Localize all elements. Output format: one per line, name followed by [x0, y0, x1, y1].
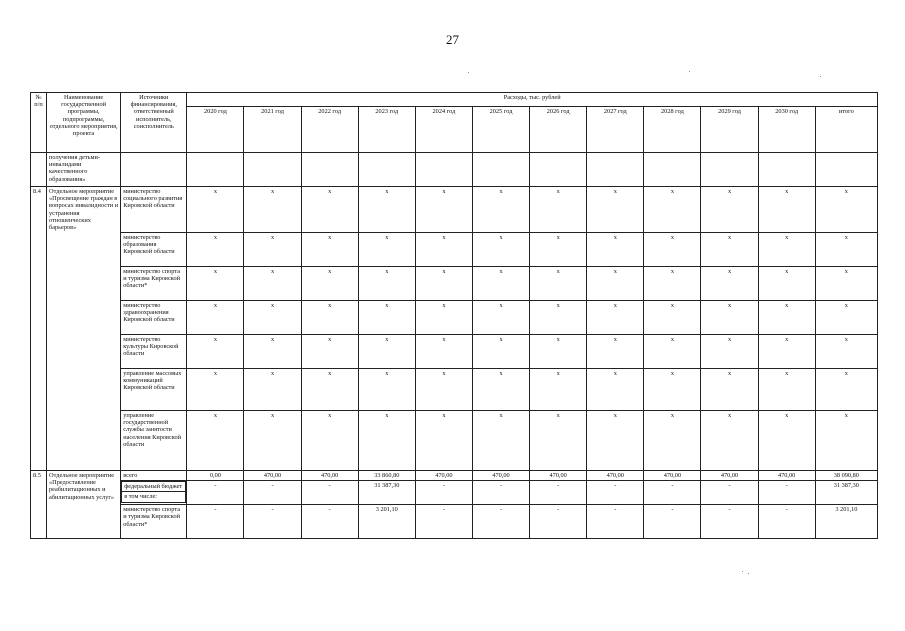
value-cell: -: [244, 505, 301, 539]
value-cell: -: [701, 505, 758, 539]
year-header: 2030 год: [758, 107, 815, 153]
value-cell: x: [358, 411, 415, 471]
value-cell: -: [587, 481, 644, 505]
value-cell: x: [701, 335, 758, 369]
value-cell: 470,00: [530, 471, 587, 481]
value-cell: -: [644, 505, 701, 539]
value-cell: x: [587, 369, 644, 411]
source-cell: министерство образования Кировской области: [121, 233, 187, 267]
value-cell: x: [587, 335, 644, 369]
table-row: [31, 153, 878, 187]
value-cell: x: [530, 335, 587, 369]
value-cell: x: [301, 187, 358, 233]
budget-table: [30, 92, 878, 539]
value-cell: x: [301, 267, 358, 301]
year-header: 2026 год: [530, 107, 587, 153]
value-cell: x: [187, 369, 244, 411]
source-split: [121, 481, 186, 502]
source-cell: управление государственной службы занятости населения Кировской области: [121, 411, 187, 471]
value-cell: x: [187, 267, 244, 301]
number-cell: [31, 153, 47, 187]
value-cell: x: [815, 335, 877, 369]
value-cell: x: [472, 335, 529, 369]
value-cell: [415, 153, 472, 187]
value-cell: [530, 153, 587, 187]
value-cell: x: [530, 301, 587, 335]
value-cell: x: [301, 301, 358, 335]
source-label: федеральный бюджет: [122, 482, 186, 492]
value-cell: x: [530, 369, 587, 411]
value-cell: [701, 153, 758, 187]
value-cell: [644, 153, 701, 187]
value-cell: x: [758, 411, 815, 471]
scan-speck: [742, 571, 743, 572]
table-row: [31, 335, 878, 369]
value-cell: 3 201,10: [815, 505, 877, 539]
value-cell: 31 387,30: [815, 481, 877, 505]
year-header: 2027 год: [587, 107, 644, 153]
value-cell: x: [244, 369, 301, 411]
value-cell: x: [587, 233, 644, 267]
value-cell: [758, 153, 815, 187]
value-cell: x: [187, 187, 244, 233]
value-cell: x: [644, 411, 701, 471]
value-cell: [472, 153, 529, 187]
value-cell: 31 387,30: [358, 481, 415, 505]
scan-speck: [748, 573, 749, 574]
number-cell: 8.5: [31, 471, 47, 539]
program-name-cell: получения детьми-инвалидами качественного образования»: [47, 153, 121, 187]
year-header: 2023 год: [358, 107, 415, 153]
header-name: Наименование государственной программы, подпрограммы, отдельного мероприятия, проекта: [47, 93, 121, 153]
value-cell: -: [587, 505, 644, 539]
value-cell: x: [472, 301, 529, 335]
value-cell: 0,00: [187, 471, 244, 481]
value-cell: x: [587, 187, 644, 233]
value-cell: x: [415, 301, 472, 335]
program-name-cell: Отдельное мероприятие «Предоставление реабилитационных и абилитационных услуг»: [47, 471, 121, 539]
value-cell: 38 090,80: [815, 471, 877, 481]
value-cell: 470,00: [701, 471, 758, 481]
header-number: № п/п: [31, 93, 47, 153]
value-cell: x: [301, 335, 358, 369]
value-cell: x: [815, 267, 877, 301]
year-header: 2020 год: [187, 107, 244, 153]
value-cell: x: [187, 411, 244, 471]
value-cell: [587, 153, 644, 187]
value-cell: [187, 153, 244, 187]
value-cell: x: [358, 267, 415, 301]
value-cell: x: [244, 233, 301, 267]
value-cell: 470,00: [301, 471, 358, 481]
number-cell: 8.4: [31, 187, 47, 471]
value-cell: x: [587, 411, 644, 471]
year-header: 2025 год: [472, 107, 529, 153]
value-cell: x: [701, 187, 758, 233]
value-cell: x: [415, 335, 472, 369]
table-row: [31, 411, 878, 471]
value-cell: 470,00: [415, 471, 472, 481]
value-cell: -: [758, 481, 815, 505]
value-cell: x: [472, 187, 529, 233]
value-cell: 470,00: [244, 471, 301, 481]
value-cell: x: [530, 187, 587, 233]
value-cell: x: [758, 301, 815, 335]
source-cell: министерство спорта и туризма Кировской области*: [121, 267, 187, 301]
year-header: 2028 год: [644, 107, 701, 153]
value-cell: x: [415, 187, 472, 233]
value-cell: -: [758, 505, 815, 539]
year-header: итого: [815, 107, 877, 153]
value-cell: x: [187, 233, 244, 267]
value-cell: x: [244, 187, 301, 233]
value-cell: x: [530, 267, 587, 301]
value-cell: x: [701, 301, 758, 335]
scan-speck: [468, 72, 469, 73]
year-header: 2021 год: [244, 107, 301, 153]
value-cell: [358, 153, 415, 187]
value-cell: 470,00: [587, 471, 644, 481]
value-cell: -: [530, 481, 587, 505]
source-cell: министерство социального развития Кировской области: [121, 187, 187, 233]
value-cell: x: [301, 233, 358, 267]
value-cell: x: [758, 267, 815, 301]
source-cell: министерство культуры Кировской области: [121, 335, 187, 369]
value-cell: x: [815, 369, 877, 411]
source-cell: [121, 153, 187, 187]
value-cell: x: [644, 233, 701, 267]
value-cell: [815, 153, 877, 187]
value-cell: x: [472, 411, 529, 471]
value-cell: -: [644, 481, 701, 505]
value-cell: x: [815, 411, 877, 471]
value-cell: x: [358, 301, 415, 335]
value-cell: [301, 153, 358, 187]
value-cell: x: [358, 369, 415, 411]
value-cell: x: [358, 187, 415, 233]
source-label: в том числе:: [122, 492, 186, 502]
value-cell: x: [644, 267, 701, 301]
value-cell: -: [301, 505, 358, 539]
value-cell: x: [415, 233, 472, 267]
source-cell: [121, 481, 187, 505]
program-name-cell: Отдельное мероприятие «Просвещение граждан в вопросах инвалидности и устранения отношенческих барьеров»: [47, 187, 121, 471]
value-cell: x: [815, 301, 877, 335]
value-cell: x: [644, 369, 701, 411]
value-cell: [244, 153, 301, 187]
source-split-row: [122, 492, 186, 502]
value-cell: x: [701, 411, 758, 471]
value-cell: -: [415, 505, 472, 539]
value-cell: -: [472, 481, 529, 505]
value-cell: x: [358, 335, 415, 369]
value-cell: x: [758, 233, 815, 267]
year-header: 2024 год: [415, 107, 472, 153]
value-cell: x: [244, 301, 301, 335]
value-cell: x: [701, 369, 758, 411]
value-cell: x: [758, 369, 815, 411]
value-cell: x: [701, 233, 758, 267]
value-cell: x: [415, 369, 472, 411]
table-row: [31, 301, 878, 335]
value-cell: x: [530, 233, 587, 267]
value-cell: 3 201,10: [358, 505, 415, 539]
value-cell: x: [415, 411, 472, 471]
table-row: [31, 471, 878, 481]
value-cell: x: [187, 335, 244, 369]
value-cell: x: [587, 267, 644, 301]
value-cell: -: [472, 505, 529, 539]
table-row: [31, 187, 878, 233]
value-cell: -: [301, 481, 358, 505]
source-cell: министерство здравоохранения Кировской области: [121, 301, 187, 335]
table-row: [31, 505, 878, 539]
value-cell: x: [530, 411, 587, 471]
page-number: 27: [446, 32, 459, 47]
value-cell: x: [415, 267, 472, 301]
value-cell: x: [244, 411, 301, 471]
value-cell: x: [587, 301, 644, 335]
value-cell: x: [701, 267, 758, 301]
value-cell: x: [358, 233, 415, 267]
source-split-row: [122, 482, 186, 492]
source-cell: всего: [121, 471, 187, 481]
source-cell: управление массовых коммуникаций Кировской области: [121, 369, 187, 411]
value-cell: x: [472, 233, 529, 267]
value-cell: x: [244, 267, 301, 301]
scan-speck: [689, 71, 690, 72]
value-cell: 470,00: [472, 471, 529, 481]
value-cell: x: [815, 233, 877, 267]
year-header: 2029 год: [701, 107, 758, 153]
header-source: Источники финансирования, ответственный исполнитель, соисполнитель: [121, 93, 187, 153]
value-cell: x: [301, 369, 358, 411]
table-row: [31, 233, 878, 267]
value-cell: x: [244, 335, 301, 369]
table-row: [31, 481, 878, 505]
year-header: 2022 год: [301, 107, 358, 153]
value-cell: x: [301, 411, 358, 471]
value-cell: x: [644, 335, 701, 369]
value-cell: 470,00: [644, 471, 701, 481]
value-cell: -: [701, 481, 758, 505]
value-cell: -: [244, 481, 301, 505]
source-cell: министерство спорта и туризма Кировской области*: [121, 505, 187, 539]
value-cell: x: [472, 369, 529, 411]
value-cell: x: [758, 187, 815, 233]
value-cell: x: [644, 187, 701, 233]
header-expenses: Расходы, тыс. рублей: [187, 93, 878, 107]
value-cell: -: [187, 481, 244, 505]
table-row: [31, 369, 878, 411]
value-cell: x: [644, 301, 701, 335]
value-cell: x: [472, 267, 529, 301]
value-cell: -: [415, 481, 472, 505]
value-cell: x: [758, 335, 815, 369]
value-cell: x: [815, 187, 877, 233]
table-row: [31, 267, 878, 301]
value-cell: 470,00: [758, 471, 815, 481]
value-cell: -: [187, 505, 244, 539]
value-cell: -: [530, 505, 587, 539]
value-cell: x: [187, 301, 244, 335]
value-cell: 33 860,80: [358, 471, 415, 481]
scan-speck: [820, 76, 821, 77]
